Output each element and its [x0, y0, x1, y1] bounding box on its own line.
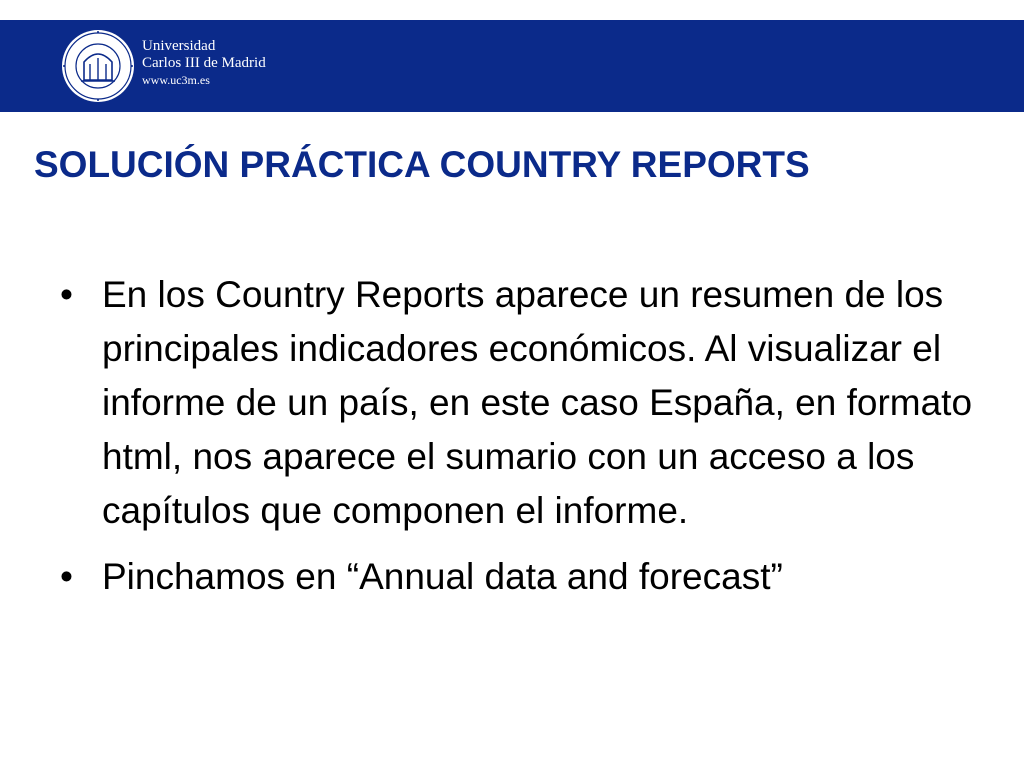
bullet-marker: • — [60, 556, 73, 597]
header-banner — [0, 20, 1024, 112]
bullet-item — [60, 550, 1000, 604]
university-seal-icon — [60, 28, 136, 104]
university-website: www.uc3m.es — [142, 73, 210, 87]
university-name-line1: Universidad — [142, 38, 216, 54]
university-name-block — [142, 38, 266, 88]
bullet-item — [60, 268, 1000, 538]
slide-title: SOLUCIÓN PRÁCTICA COUNTRY REPORTS — [34, 144, 810, 185]
bullet-list — [60, 268, 1000, 616]
bullet-text: Pinchamos en “Annual data and forecast” — [102, 556, 783, 597]
bullet-marker: • — [60, 274, 73, 315]
university-name-line2: Carlos III de Madrid — [142, 55, 266, 71]
bullet-text: En los Country Reports aparece un resumen de los principales indicadores económicos. Al visualizar el informe de un país, en este caso España, en formato html, nos aparece el sumario con un acceso a los capítulos que componen el informe. — [102, 274, 973, 531]
